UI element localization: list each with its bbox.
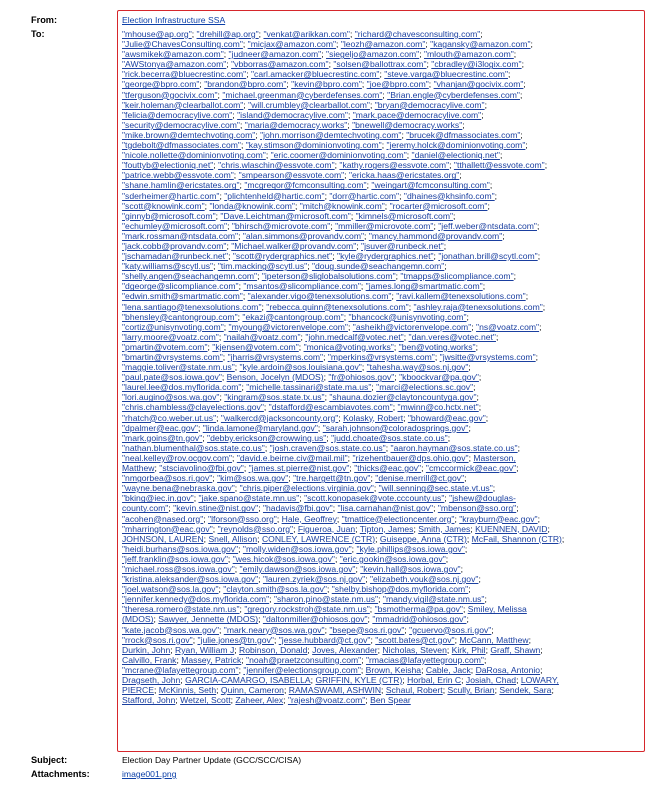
attachment-link[interactable]: image001.png	[122, 769, 177, 779]
to-label: To:	[31, 29, 45, 39]
recipient-line[interactable]: "security@democracylive.com"; "maria@democracy.works"; "bnewell@democracy.works";	[122, 119, 465, 130]
recipient-line[interactable]: "jschamadan@runbeck.net"; "scott@rydergraphics.net"; "kyle@rydergraphics.net"; "jonathan.brill@scytl.com";	[122, 251, 541, 262]
recipient-line[interactable]: "wayne.bena@nebraska.gov"; "chris.piper@elections.virginia.gov"; "will.senning@sec.state.vt.us";	[122, 483, 496, 494]
recipient-line[interactable]: (MDOS); Sawyer, Jennette (MDOS); "daltonmiller@ohiosos.gov"; "mmadrid@ohiosos.gov";	[122, 614, 469, 625]
recipient-line[interactable]: "paul.pate@sos.iowa.gov"; Benson, Jocelyn (MDOS); "fr@ohiosos.gov"; "kboockvar@pa.gov";	[122, 372, 482, 383]
recipient-line[interactable]: JOHNSON, LAUREN; Snell, Allison; CONLEY, LAWRENCE (CTR); Guiseppe, Anna (CTR); McFail, Shannon (CTR);	[122, 533, 565, 544]
recipient-line[interactable]: "AWStonya@amazon.com"; "vbborras@amazon.com"; "solsen@ballottrax.com"; "cbradley@i3logix.com";	[122, 59, 524, 70]
recipient-line[interactable]: "nmgorbea@sos.ri.gov"; "kim@sos.wa.gov"; "tre.hargett@tn.gov"; "denise.merrill@ct.gov";	[122, 473, 467, 484]
recipient-line[interactable]: "sderheimer@hartic.com"; "plichtenheld@hartic.com"; "dorr@hartic.com"; "dhaines@khsinfo.com";	[122, 190, 498, 201]
recipient-line[interactable]: "jack.cobb@provandv.com"; "Michael.walker@provandv.com"; "jsuver@runbeck.net";	[122, 240, 447, 251]
from-value[interactable]: Election Infrastructure SSA	[122, 15, 226, 25]
recipient-line[interactable]: Stafford, John; Wetzel, Scott; Zaheer, Alex; "rajesh@voatz.com"; Ben Spear	[122, 695, 411, 706]
recipient-line[interactable]: "chris.chambless@clayelections.gov"; "dstafford@escambiavotes.com"; "mwinn@co.hctx.net";	[122, 402, 482, 413]
recipient-line[interactable]: "rhatch@co.weber.ut.us"; "walkercd@jacksoncounty.org"; Kolasky, Robert; "bhoward@eac.gov";	[122, 412, 489, 423]
subject-label: Subject:	[31, 755, 68, 765]
recipient-line[interactable]: "mark.goins@tn.gov"; "debby.erickson@crowwing.us"; "judd.choate@sos.state.co.us";	[122, 432, 451, 443]
recipient-line[interactable]: "mike.brown@demtechvoting.com"; "john.morrison@demtechvoting.com"; "brucek@dfmassociates.com";	[122, 129, 523, 140]
recipient-line[interactable]: "theresa.romero@state.nm.us"; "gregory.rockstroh@state.nm.us"; "bsmotherma@pa.gov"; Smiley, Melissa	[122, 604, 527, 615]
recipient-line[interactable]: "george@bpro.com"; "brandon@bpro.com"; "kevin@bpro.com"; "joe@bpro.com"; "vhanjan@gocivix.com";	[122, 79, 526, 90]
recipient-line[interactable]: "felicia@democracylive.com"; "island@democracylive.com"; "mark.pace@democracylive.com";	[122, 109, 484, 120]
recipient-line[interactable]: "awsmikek@amazon.com"; "judneer@amazon.com"; "siegeljo@amazon.com"; "mlouth@amazon.com";	[122, 49, 517, 60]
recipient-line[interactable]: "rrock@sos.ri.gov"; "julie.jones@tn.gov"; "jesse.hubbard@ct.gov"; "scott.bates@ct.gov"; McCann, Matthew;	[122, 634, 532, 645]
recipient-line[interactable]: "patrice.webb@essvote.com"; "smpearson@essvote.com"; "ericka.haas@ericstates.org";	[122, 170, 462, 181]
recipient-line[interactable]: "bmartin@vrsystems.com"; "jharris@vrsystems.com"; "mperkins@vrsystems.com"; "jwsitte@vrsystems.com";	[122, 352, 539, 362]
recipient-line[interactable]: "larry.moore@voatz.com"; "nailah@voatz.com"; "john.medcalf@votec.net"; "dan.veres@votec.net";	[122, 331, 499, 342]
recipient-line[interactable]: "edwin.smith@smartmatic.com"; "alexander.vigo@tenexsolutions.com"; "ravi.kallem@tenexsolutions.com";	[122, 291, 529, 302]
recipient-line[interactable]: "keir.holeman@clearballot.com"; "will.crumbley@clearballot.com"; "bryan@democracylive.com";	[122, 99, 487, 110]
recipient-line[interactable]: "maggie.toliver@state.nm.us"; "kyle.ardoin@sos.louisiana.gov"; "tahesha.way@sos.nj.gov";	[122, 362, 471, 373]
recipient-line[interactable]: "fouttyb@electioniq.net"; "chris.wlaschin@essvote.com"; "kathy.rogers@essvote.com"; "tthallett@essvote.com";	[122, 160, 548, 171]
recipient-line[interactable]: "joel.watson@sos.la.gov"; "clayton.smith@sos.la.gov"; "shelby.bishop@dos.myflorida.com";	[122, 584, 471, 595]
recipient-line[interactable]: "laurel.lee@dos.myflorida.com"; "michelle.tassinari@state.ma.us"; "marci@elections.sc.gov";	[122, 382, 476, 393]
attachments-label: Attachments:	[31, 769, 90, 779]
recipient-line[interactable]: "heidi.burhans@sos.iowa.gov"; "molly.widen@sos.iowa.gov"; "kyle.phillips@sos.iowa.gov";	[122, 543, 468, 554]
recipient-line[interactable]: "mhouse@ap.org"; "drehill@ap.org"; "venkat@arikkan.com"; "richard@chavesconsulting.com";	[122, 29, 483, 39]
recipient-line[interactable]: "rick.becerra@bluecrestinc.com"; "carl.amacker@bluecrestinc.com"; "steve.varga@bluecrestinc.com";	[122, 69, 511, 80]
recipient-line[interactable]: Matthew; "stsciavolino@fbi.gov"; "james.st.pierre@nist.gov"; "thicks@eac.gov"; "cmccormick@eac.gov";	[122, 463, 519, 474]
recipient-line[interactable]: "mharrington@eac.gov"; "reynolds@sso.org"; Figueroa, Juan; Tipton, James; Smith, James; KUENNEN, DAVID;	[122, 523, 550, 534]
recipient-line[interactable]: "pmartin@votem.com"; "kjensen@votem.com"; "monica@voting.works"; "ben@voting.works";	[122, 341, 478, 352]
recipient-line[interactable]: "shane.hamlin@ericstates.org"; "mcgreqor@fcmconsulting.com"; "weingart@fcmconsulting.com";	[122, 180, 493, 191]
recipient-line[interactable]: "mcrane@lafayettegroup.com"; "jennifer@electionsgroup.com"; Brown, Keisha; Cable, Jack; DaRosa, Antonio;	[122, 664, 543, 675]
recipient-line[interactable]: "lori.augino@sos.wa.gov"; "kingram@sos.state.tx.us"; "shauna.dozier@claytoncountyga.gov";	[122, 392, 479, 403]
recipient-line[interactable]: "kristina.aleksander@sos.iowa.gov"; "lauren.zyriek@sos.nj.gov"; "elizabeth.vouk@sos.nj.gov";	[122, 574, 481, 585]
recipient-line[interactable]: "jennifer.kennedy@dos.myflorida.com"; "sharon.pino@state.nm.us"; "mandy.vigil@state.nm.us";	[122, 594, 487, 605]
recipient-line[interactable]: "acohen@nased.org"; "lforson@sso.org"; Hale, Geoffrey; "tmattice@electioncenter.org"; "krayburn@eac.gov";	[122, 513, 540, 524]
recipient-line[interactable]: Durkin, John; Ryan, William J; Robinson, Donald; Joves, Alexander; Nicholas, Steven; Kirk, Phil; Graff, Shawn;	[122, 644, 543, 655]
recipient-line[interactable]: "bking@iec.in.gov"; "jake.spano@state.mn.us"; "scott.konopasek@vote.cccounty.us"; "jshew@douglas-	[122, 493, 516, 504]
recipient-line[interactable]: Dragseth, John; GARCIA-CAMARGO, ISABELLA; GRIFFIN, KYLE (CTR); Horbal, Erin C; Josiah, Chad; LOWARY,	[122, 675, 559, 685]
recipient-line[interactable]: "mark.rossman@ntsdata.com"; "alan.simmons@provandv.com"; "mancy.hammond@provandv.com";	[122, 230, 505, 241]
subject-value: Election Day Partner Update (GCC/SCC/CISA)	[122, 755, 302, 765]
recipient-line[interactable]: Calvillo, Frank; Massey, Patrick; "noah@praetzconsulting.com"; "rmacias@lafayettegroup.com";	[122, 654, 487, 665]
to-recipients-list	[122, 29, 640, 705]
recipient-line[interactable]: "nicole.nollette@dominionvoting.com"; "eric.coomer@dominionvoting.com"; "daniel@electioniq.net";	[122, 150, 503, 161]
recipient-line[interactable]: county.com"; "kevin.stine@nist.gov"; "hadavis@fbi.gov"; "lisa.carnahan@nist.gov"; "mbenson@sso.org";	[122, 503, 519, 514]
recipient-line[interactable]: "kate.jacob@sos.wa.gov"; "mark.neary@sos.wa.gov"; "bsepe@sos.ri.gov"; "gcuervo@sos.ri.gov";	[122, 624, 494, 635]
recipient-line[interactable]: "michael.ross@sos.iowa.gov"; "emily.dawson@sos.iowa.gov"; "kevin.hall@sos.iowa.gov";	[122, 563, 463, 574]
recipient-line[interactable]: "echumley@microsoft.com"; "bhirsch@microvote.com"; "mmiller@microvote.com"; "jeff.weber@ntsdata.com";	[122, 220, 540, 231]
recipient-line[interactable]: "scott@knowink.com"; "londa@knowink.com"; "mitch@knowink.com"; "rocarter@microsoft.com";	[122, 200, 490, 211]
recipient-line[interactable]: "katy.williams@scytl.us"; "tim.macking@scytl.us"; "doug.sunde@seachangemn.com";	[122, 261, 447, 272]
recipient-line[interactable]: "tferguson@gocivix.com"; "michael.greenman@cyberdefenses.com"; "Brian.engle@cyberdefenses.com";	[122, 89, 523, 100]
recipient-line[interactable]: "jeff.franklin@sos.iowa.gov"; "wes.hicok@sos.iowa.gov"; "eric.gookin@sos.iowa.gov";	[122, 553, 449, 564]
recipient-line[interactable]: "shelly.angen@seachangemn.com"; "ipeterson@sliglobalsolutions.com"; "tmapps@slicompliance.com";	[122, 271, 517, 282]
recipient-line[interactable]: "nathan.blumenthal@sos.state.co.us"; "josh.craven@sos.state.co.us"; "aaron.hayman@sos.state.co.us";	[122, 442, 520, 453]
from-label: From:	[31, 15, 58, 25]
recipient-line[interactable]: "lena.santiago@tenexsolutions.com"; "rebecca.quinn@tenexsolutions.com"; "ashley.raja@tenexsolutions.com";	[122, 301, 546, 312]
recipient-line[interactable]: "Julie@ChavesConsulting.com"; "micjax@amazon.com"; "leozh@amazon.com"; "kagansky@amazon.com";	[122, 39, 533, 50]
recipient-line[interactable]: PIERCE; McKinnis, Seth; Quinn, Cameron; RAMASWAMI, ASHWIN; Schaul, Robert; Scully, Brian; Sendek, Sara;	[122, 685, 554, 696]
recipient-line[interactable]: "tgdebolt@dfmassociates.com"; "kay.stimson@dominionvoting.com"; "jeremy.holck@dominionvoting.com";	[122, 140, 528, 151]
recipient-line[interactable]: "dgeorge@slicompliance.com"; "msantos@slicompliance.com"; "james.long@smartmatic.com";	[122, 281, 486, 292]
recipient-line[interactable]: "bhensley@cantongroup.com"; "ekazi@cantongroup.com"; "bhancock@unisynvoting.com";	[122, 311, 469, 322]
recipient-line[interactable]: "dpalmer@eac.gov"; "linda.lamone@maryland.gov"; "sarah.johnson@coloradosprings.gov";	[122, 422, 471, 433]
recipient-line[interactable]: "neal.kelley@rov.ocgov.com"; "david.e.beirne.civ@mail.mil"; "rizehentbauer@dps.ohio.gov"; Masterson,	[122, 452, 516, 463]
recipient-line[interactable]: "ginnyb@microsoft.com"; "Dave.Leichtman@microsoft.com"; "kimnels@microsoft.com";	[122, 210, 456, 221]
recipient-line[interactable]: "cortiz@unisynvoting.com"; "myoung@victorenvelope.com"; "asheikh@victorenvelope.com"; "ns@voatz.com";	[122, 321, 542, 332]
